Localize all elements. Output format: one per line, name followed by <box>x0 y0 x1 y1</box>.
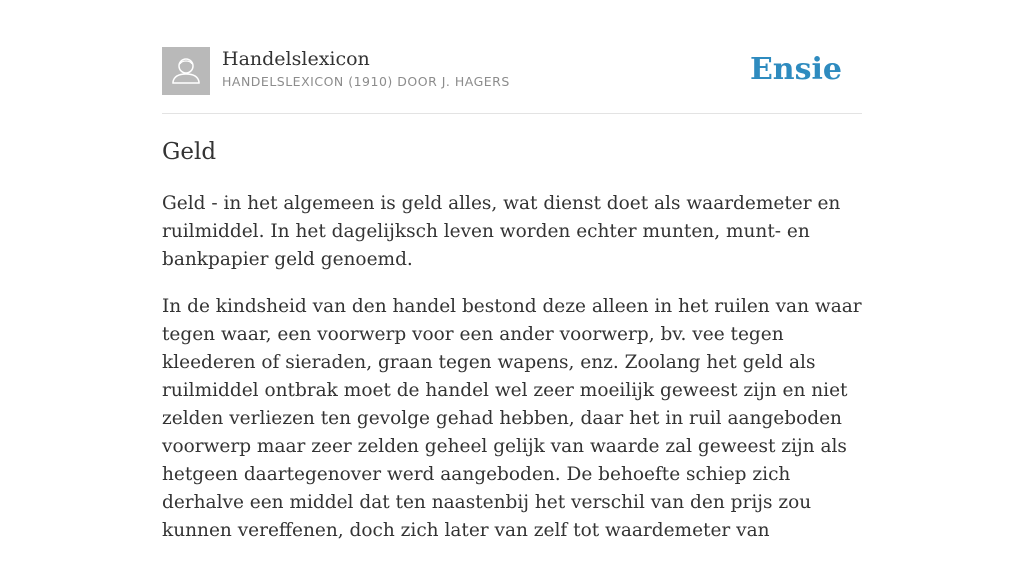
article-body <box>162 190 862 545</box>
header-divider <box>162 113 862 114</box>
article-title: Geld <box>162 139 217 165</box>
source-header <box>162 47 862 97</box>
source-title[interactable]: Handelslexicon <box>222 48 370 70</box>
article-paragraph: In de kindsheid van den handel bestond deze alleen in het ruilen van waar tegen waar, een voorwerp voor een ander voorwerp, bv. vee tegen kleederen of sieraden, graan tegen wapens, enz. Zoolang het geld als ruilmiddel ontbrak moet de handel wel zeer moeilijk geweest zijn en niet zelden verliezen ten gevolge gehad hebben, daar het in ruil aangeboden voorwerp maar zeer zelden geheel gelijk van waarde zal geweest zijn als hetgeen daartegenover werd aangeboden. De behoefte schiep zich derhalve een middel dat ten naastenbij het verschil van den prijs zou kunnen vereffenen, doch zich later van zelf tot waardemeter van <box>162 296 862 541</box>
person-icon <box>162 47 210 95</box>
article <box>162 136 862 564</box>
source-subtitle[interactable]: HANDELSLEXICON (1910) DOOR J. HAGERS <box>222 74 510 89</box>
ensie-logo-link[interactable]: Ensie <box>749 52 842 87</box>
article-paragraph: Geld - in het algemeen is geld alles, wat dienst doet als waardemeter en ruilmiddel. In het dagelijksch leven worden echter munten, munt- en bankpapier geld genoemd. <box>162 193 841 270</box>
source-avatar[interactable] <box>162 47 210 95</box>
